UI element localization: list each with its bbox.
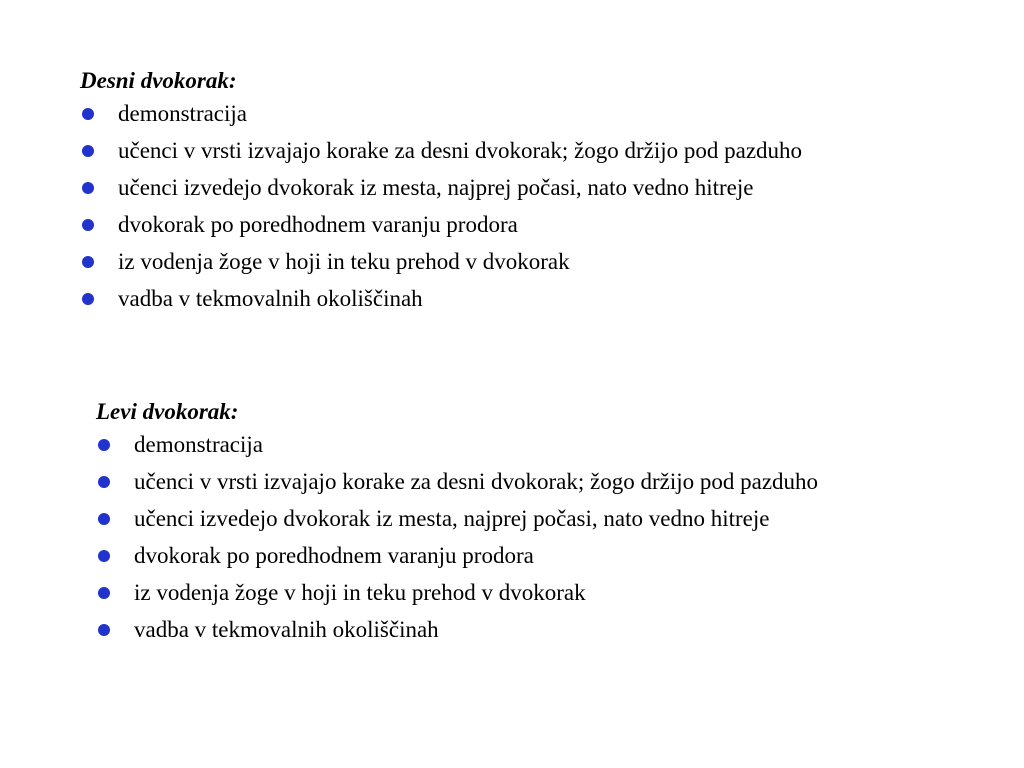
list-item <box>80 173 1010 202</box>
list-item <box>80 136 1010 165</box>
list-item <box>80 284 1010 313</box>
list-item <box>80 210 1010 239</box>
bullet-icon <box>98 624 110 636</box>
levi-dvokorak-section <box>96 397 1016 652</box>
bullet-icon <box>98 513 110 525</box>
list-item-text: dvokorak po poredhodnem varanju prodora <box>118 212 518 237</box>
bullet-icon <box>98 476 110 488</box>
list-item <box>96 504 1016 533</box>
desni-heading: Desni dvokorak: <box>80 68 237 93</box>
bullet-icon <box>82 145 94 157</box>
list-item <box>96 467 1016 496</box>
list-item-text: vadba v tekmovalnih okoliščinah <box>134 617 439 642</box>
levi-heading: Levi dvokorak: <box>96 399 239 424</box>
levi-bullet-list <box>96 430 1016 644</box>
bullet-icon <box>82 256 94 268</box>
list-item <box>96 615 1016 644</box>
list-item-text: učenci izvedejo dvokorak iz mesta, najprej počasi, nato vedno hitreje <box>118 175 754 200</box>
bullet-icon <box>98 439 110 451</box>
list-item-text: učenci v vrsti izvajajo korake za desni dvokorak; žogo držijo pod pazduho <box>118 138 803 163</box>
bullet-icon <box>82 293 94 305</box>
list-item-text: iz vodenja žoge v hoji in teku prehod v dvokorak <box>118 249 570 274</box>
list-item-text: dvokorak po poredhodnem varanju prodora <box>134 543 534 568</box>
bullet-icon <box>98 587 110 599</box>
bullet-icon <box>98 550 110 562</box>
desni-bullet-list <box>80 99 1010 313</box>
bullet-icon <box>82 219 94 231</box>
list-item-text: demonstracija <box>118 101 248 126</box>
list-item <box>96 541 1016 570</box>
list-item <box>96 578 1016 607</box>
list-item-text: demonstracija <box>134 432 264 457</box>
list-item <box>80 247 1010 276</box>
list-item <box>80 99 1010 128</box>
list-item-text: vadba v tekmovalnih okoliščinah <box>118 286 423 311</box>
list-item-text: iz vodenja žoge v hoji in teku prehod v dvokorak <box>134 580 586 605</box>
desni-dvokorak-section <box>80 66 1010 321</box>
list-item-text: učenci v vrsti izvajajo korake za desni dvokorak; žogo držijo pod pazduho <box>134 469 819 494</box>
list-item <box>96 430 1016 459</box>
list-item-text: učenci izvedejo dvokorak iz mesta, najprej počasi, nato vedno hitreje <box>134 506 770 531</box>
bullet-icon <box>82 182 94 194</box>
bullet-icon <box>82 108 94 120</box>
